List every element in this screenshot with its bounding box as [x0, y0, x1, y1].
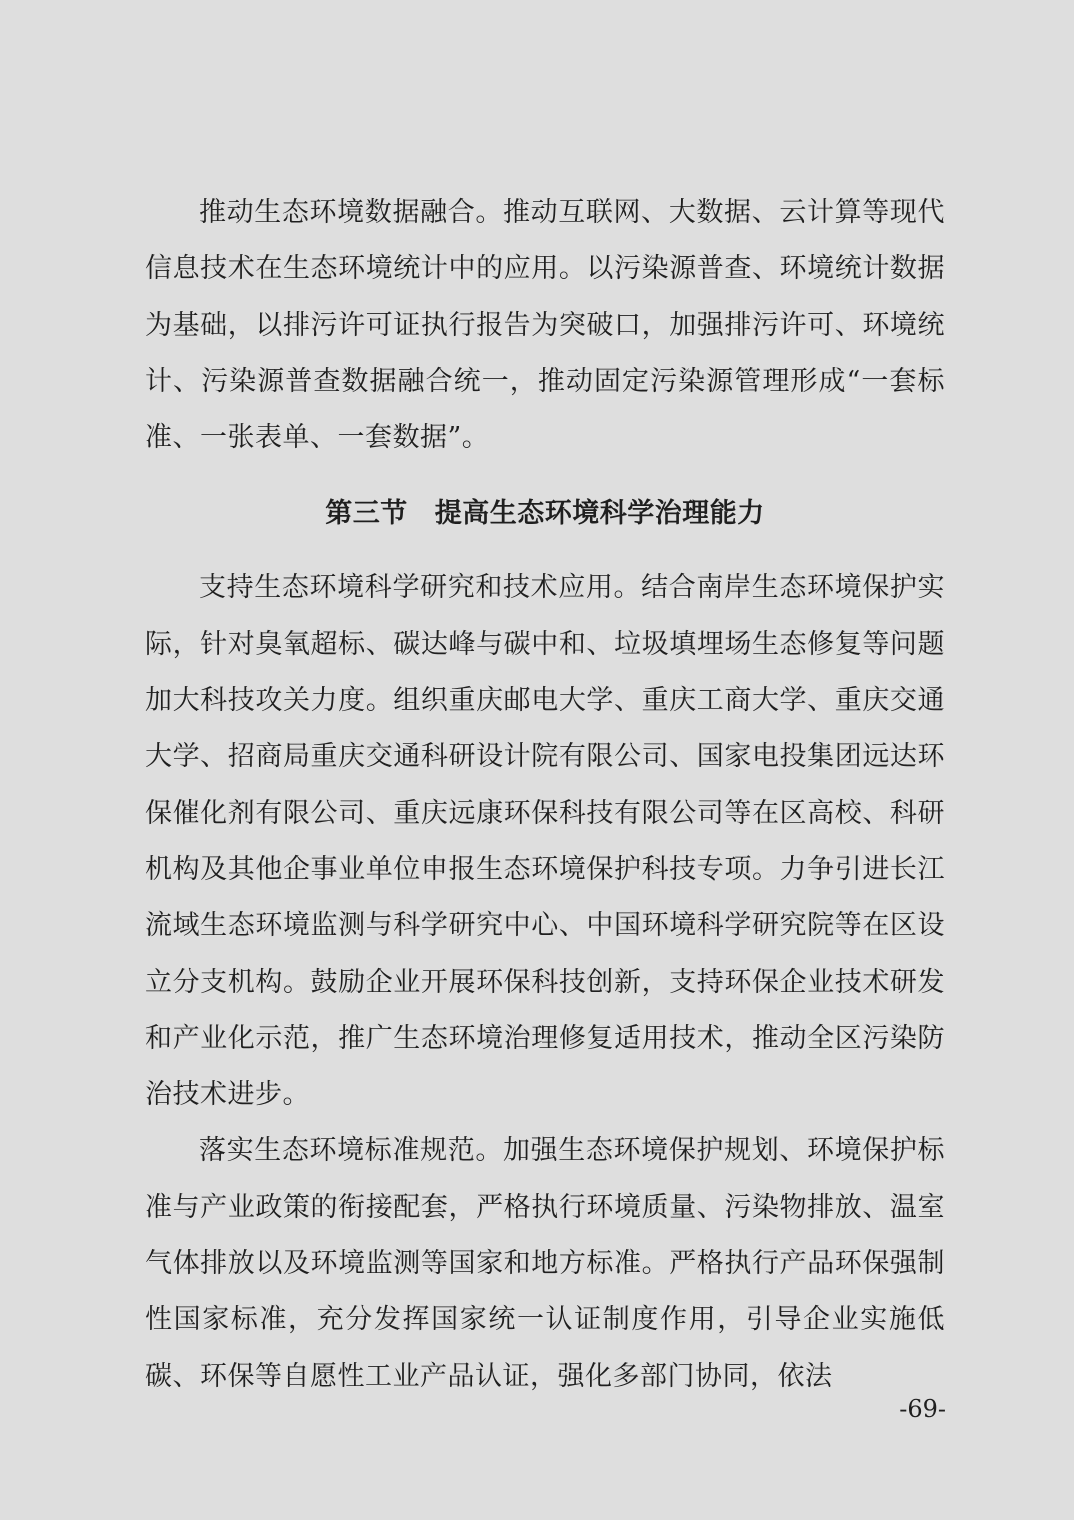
- paragraph-standards: [145, 1123, 945, 1404]
- paragraph-lead: 落实生态环境标准规范。: [199, 1135, 503, 1167]
- paragraph-body: 结合南岸生态环境保护实际，针对臭氧超标、碳达峰与碳中和、垃圾填埋场生态修复等问题加大科技攻关力度。组织重庆邮电大学、重庆工商大学、重庆交通大学、招商局重庆交通科研设计院有限公司、国家电投集团远达环保催化剂有限公司、重庆远康环保科技有限公司等在区高校、科研机构及其他企事业单位申报生态环境保护科技专项。力争引进长江流域生态环境监测与科学研究中心、中国环境科学研究院等在区设立分支机构。鼓励企业开展环保科技创新，支持环保企业技术研发和产业化示范，推广生态环境治理修复适用技术，推动全区污染防治技术进步。: [145, 572, 946, 1111]
- paragraph-body: 推动互联网、大数据、云计算等现代信息技术在生态环境统计中的应用。以污染源普查、环境统计数据为基础，以排污许可证执行报告为突破口，加强排污许可、环境统计、污染源普查数据融合统一，推动固定污染源管理形成“一套标准、一张表单、一套数据”。: [145, 197, 946, 454]
- section-title: 提高生态环境科学治理能力: [434, 498, 765, 530]
- paragraph-body: 加强生态环境保护规划、环境保护标准与产业政策的衔接配套，严格执行环境质量、污染物排放、温室气体排放以及环境监测等国家和地方标准。严格执行产品环保强制性国家标准，充分发挥国家统一认证制度作用，引导企业实施低碳、环保等自愿性工业产品认证，强化多部门协同，依法: [145, 1135, 946, 1392]
- paragraph-research-support: [145, 560, 945, 1123]
- paragraph-lead: 支持生态环境科学研究和技术应用。: [199, 572, 642, 604]
- page-number: -69-: [899, 1395, 946, 1423]
- document-page: [145, 185, 945, 1405]
- section-number: 第三节: [325, 498, 408, 530]
- section-heading: [145, 486, 945, 542]
- paragraph-data-fusion: [145, 185, 945, 466]
- paragraph-lead: 推动生态环境数据融合。: [199, 197, 503, 228]
